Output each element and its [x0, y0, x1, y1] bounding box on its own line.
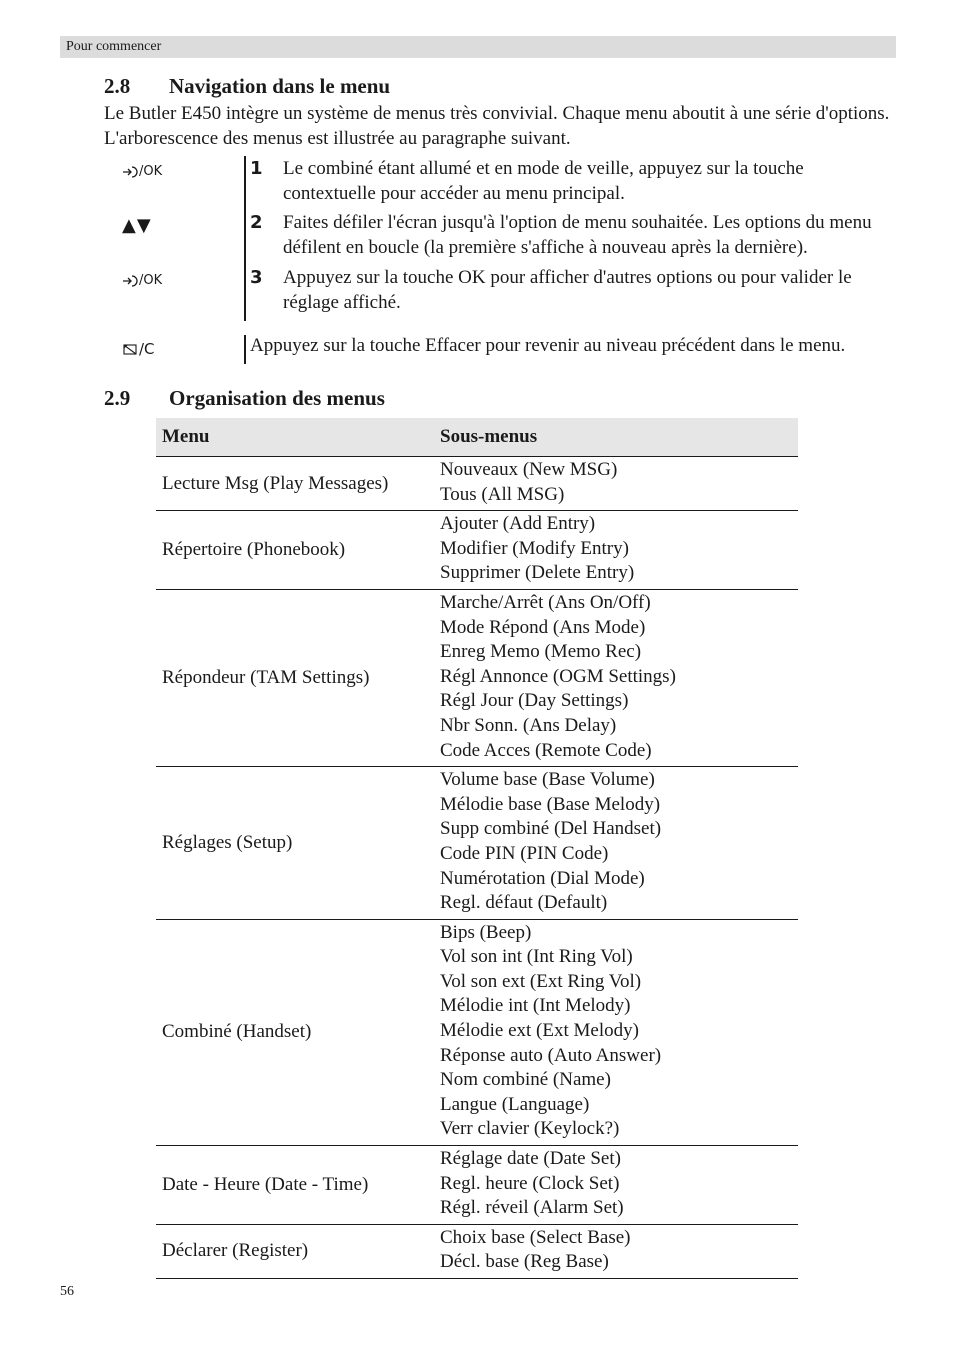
step-number: 3 — [250, 267, 263, 288]
submenu-item: Volume base (Base Volume) — [440, 769, 655, 791]
submenu-item: Nouveaux (New MSG) — [440, 459, 618, 480]
menu-table — [156, 418, 798, 1279]
step-1 — [250, 156, 895, 206]
submenu-list — [440, 590, 798, 766]
submenu-item: Regl. défaut (Default) — [440, 892, 608, 914]
submenus-cell — [440, 767, 798, 920]
submenu-list — [440, 457, 798, 510]
submenu-item: Marche/Arrêt (Ans On/Off) — [440, 591, 651, 613]
table-row — [156, 511, 798, 590]
running-header — [60, 36, 896, 58]
step-number: 1 — [250, 158, 263, 179]
section-heading-navigation — [104, 74, 390, 99]
table-row — [156, 767, 798, 920]
menu-cell: Répondeur (TAM Settings) — [156, 589, 440, 766]
ok-key-label: /OK — [139, 164, 163, 179]
header-menu: Menu — [156, 418, 440, 457]
section-title: Organisation des menus — [169, 386, 385, 410]
table-row — [156, 457, 798, 511]
clear-key-label: /C — [139, 340, 155, 358]
submenu-item: Verr clavier (Keylock?) — [440, 1118, 620, 1140]
submenu-list — [440, 767, 798, 919]
submenus-cell — [440, 511, 798, 590]
section-number: 2.9 — [104, 386, 131, 410]
submenu-item: Réglage date (Date Set) — [440, 1148, 621, 1170]
menu-cell: Lecture Msg (Play Messages) — [156, 457, 440, 511]
menu-cell: Combiné (Handset) — [156, 919, 440, 1145]
header-submenus: Sous-menus — [440, 418, 798, 457]
submenu-item: Bips (Beep) — [440, 921, 532, 943]
menu-cell: Date - Heure (Date - Time) — [156, 1146, 440, 1225]
submenu-item: Modifier (Modify Entry) — [440, 537, 629, 559]
submenus-cell — [440, 457, 798, 511]
clear-note: Appuyez sur la touche Effacer pour revenir au niveau précédent dans le menu. — [250, 335, 846, 356]
submenus-cell — [440, 1146, 798, 1225]
menu-cell: Répertoire (Phonebook) — [156, 511, 440, 590]
submenu-item: Nbr Sonn. (Ans Delay) — [440, 714, 617, 736]
submenu-item: Régl. réveil (Alarm Set) — [440, 1197, 624, 1219]
submenu-item: Régl Annonce (OGM Settings) — [440, 665, 676, 687]
step-text: Appuyez sur la touche OK pour afficher d'autres options ou pour valider le réglage affiché. — [283, 267, 852, 313]
menu-cell: Déclarer (Register) — [156, 1224, 440, 1278]
steps-divider — [244, 156, 246, 321]
intro-paragraph: Le Butler E450 intègre un système de menus très convivial. Chaque menu aboutit à une série d'options. L'arborescence des menus est illustrée au paragraphe suivant. — [104, 103, 890, 149]
running-header-label: Pour commencer — [66, 39, 162, 54]
submenu-item: Code Acces (Remote Code) — [440, 739, 652, 761]
section-number: 2.8 — [104, 74, 131, 98]
ok-key-icon-2 — [122, 273, 162, 288]
page-number: 56 — [60, 1284, 74, 1299]
submenu-item: Mode Répond (Ans Mode) — [440, 616, 646, 638]
ok-key-icon — [122, 164, 162, 179]
submenu-list — [440, 511, 798, 589]
submenu-item: Regl. heure (Clock Set) — [440, 1172, 620, 1194]
table-row — [156, 1146, 798, 1225]
submenu-item: Enreg Memo (Memo Rec) — [440, 641, 642, 663]
submenus-cell — [440, 589, 798, 766]
section-title: Navigation dans le menu — [169, 74, 391, 98]
step-text: Faites défiler l'écran jusqu'à l'option de menu souhaitée. Les options du menu défilent en boucle (la première s'affiche à nouveau après la dernière). — [283, 212, 872, 258]
submenu-item: Ajouter (Add Entry) — [440, 513, 596, 535]
clear-key-icon — [122, 340, 155, 358]
submenu-item: Mélodie ext (Ext Melody) — [440, 1020, 639, 1042]
table-header-row — [156, 418, 798, 457]
submenu-list — [440, 920, 798, 1145]
submenu-item: Vol son ext (Ext Ring Vol) — [440, 970, 642, 992]
table-row — [156, 919, 798, 1145]
submenu-item: Réponse auto (Auto Answer) — [440, 1044, 662, 1066]
submenus-cell — [440, 1224, 798, 1278]
submenu-item: Numérotation (Dial Mode) — [440, 867, 645, 889]
submenu-item: Code PIN (PIN Code) — [440, 842, 609, 864]
submenu-item: Langue (Language) — [440, 1093, 590, 1115]
table-row — [156, 589, 798, 766]
step-text: Le combiné étant allumé et en mode de veille, appuyez sur la touche contextuelle pour accéder au menu principal. — [283, 158, 804, 204]
submenu-item: Mélodie base (Base Melody) — [440, 793, 661, 815]
submenu-item: Supp combiné (Del Handset) — [440, 818, 662, 840]
step-number: 2 — [250, 212, 263, 233]
submenu-item: Mélodie int (Int Melody) — [440, 995, 631, 1017]
submenu-item: Régl Jour (Day Settings) — [440, 690, 629, 712]
submenus-cell — [440, 919, 798, 1145]
submenu-list — [440, 1146, 798, 1224]
menu-table-body — [156, 457, 798, 1279]
note-divider — [244, 335, 246, 364]
submenu-item: Décl. base (Reg Base) — [440, 1251, 609, 1273]
enter-arrow-icon — [122, 274, 138, 288]
submenu-item: Tous (All MSG) — [440, 483, 565, 505]
ok-key-label: /OK — [139, 273, 163, 288]
submenu-item: Nom combiné (Name) — [440, 1069, 611, 1091]
step-3 — [250, 265, 895, 315]
submenu-list — [440, 1225, 798, 1278]
clear-symbol-icon — [122, 341, 138, 357]
enter-arrow-icon — [122, 165, 138, 179]
up-down-keys-label: ▲▼ — [122, 215, 152, 236]
submenu-item: Vol son int (Int Ring Vol) — [440, 946, 633, 968]
step-2 — [250, 210, 895, 260]
up-down-keys-icon — [122, 215, 152, 236]
table-row — [156, 1224, 798, 1278]
section-heading-organisation — [104, 386, 385, 411]
submenu-item: Choix base (Select Base) — [440, 1226, 631, 1248]
submenu-item: Supprimer (Delete Entry) — [440, 562, 635, 584]
menu-cell: Réglages (Setup) — [156, 767, 440, 920]
